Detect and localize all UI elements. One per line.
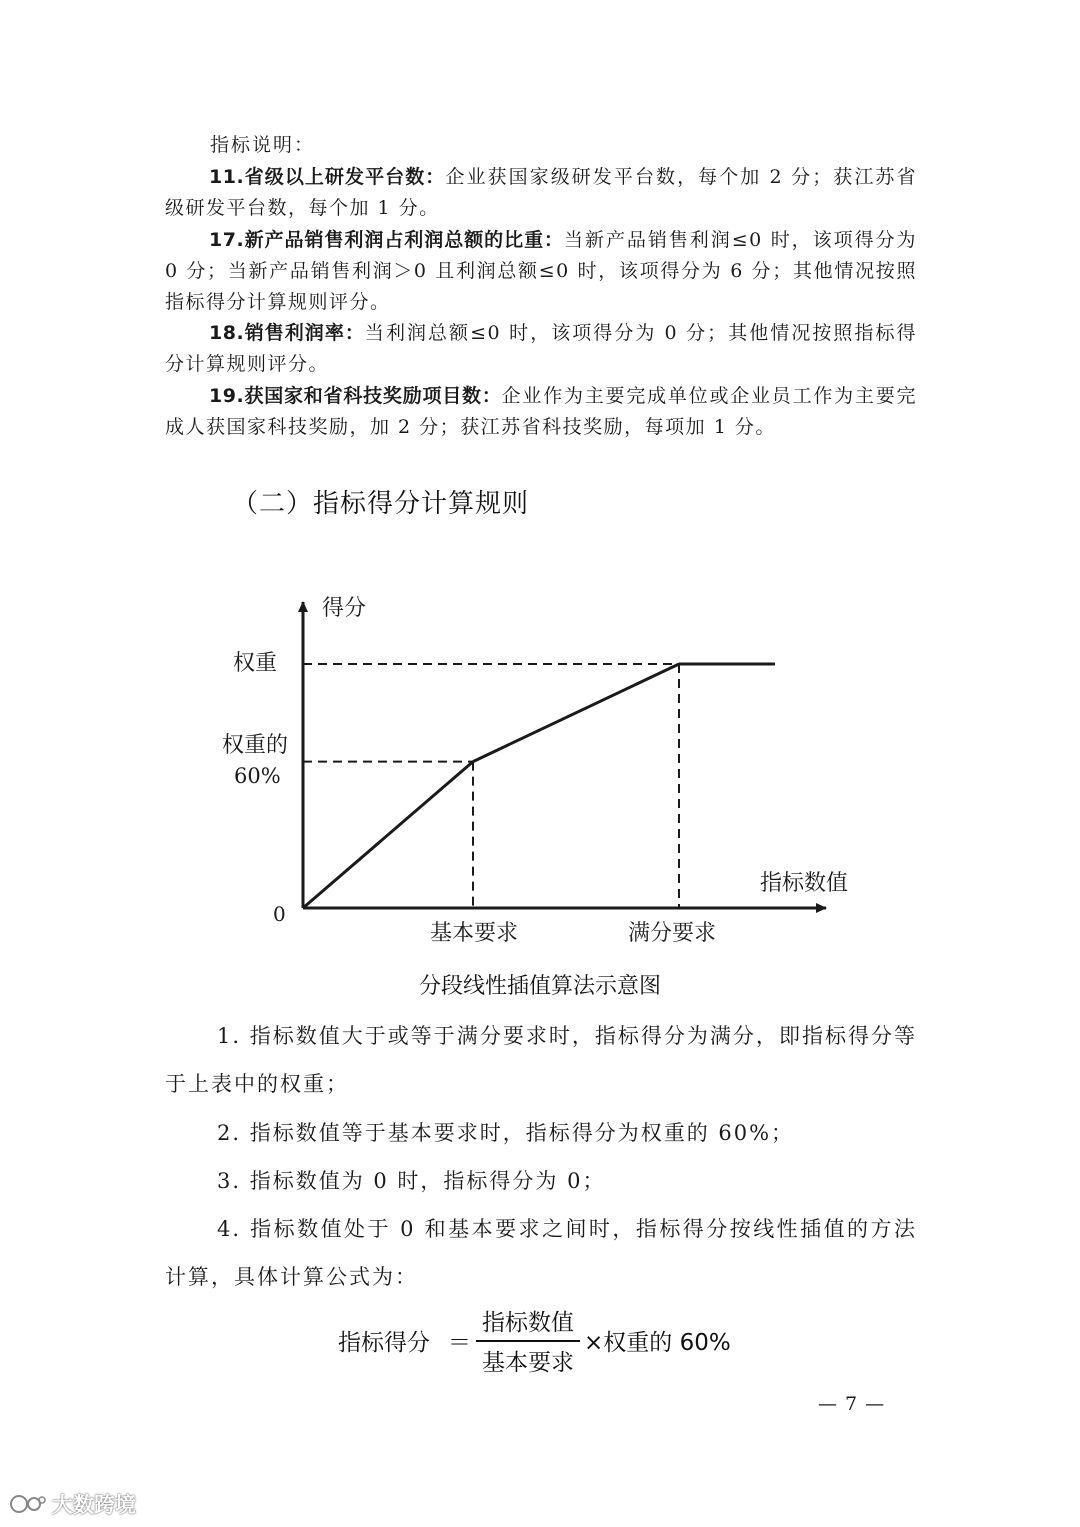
formula-lhs: 指标得分 (338, 1330, 430, 1356)
indicator-note-text: 当新产品销售利润≤0 时，该项得分为 0 分；当新产品销售利润＞0 且利润总额≤0 时，该项得分为 6 分；其他情况按照指标得分计算规则评分。 (165, 229, 917, 313)
formula-fraction-bar (476, 1340, 580, 1342)
formula-times-rhs (584, 1324, 731, 1357)
page-number: — 7 — (818, 1393, 886, 1415)
chart-caption: 分段线性插值算法示意图 (418, 974, 661, 999)
formula-equals: ＝ (448, 1330, 471, 1356)
rule-1: 1. 指标数值大于或等于满分要求时，指标得分为满分，即指标得分等于上表中的权重； (165, 1024, 917, 1096)
indicator-note-term: 18.销售利润率： (209, 322, 365, 344)
indicator-note-term: 11.省级以上研发平台数： (209, 166, 446, 188)
formula-rhs: 权重的 60% (603, 1330, 731, 1356)
score-formula (338, 1300, 758, 1380)
series-segment-2 (473, 664, 679, 762)
indicator-note-term: 17.新产品销售利润占利润总额的比重： (209, 229, 565, 251)
watermark-text: 大数跨境 (52, 1493, 136, 1517)
indicator-note-text: 企业作为主要完成单位或企业员工作为主要完成人获国家科技奖励，加 2 分；获江苏省科技奖励，每项加 1 分。 (165, 385, 917, 438)
formula-denominator: 基本要求 (482, 1350, 574, 1376)
rule-3: 3. 指标数值为 0 时，指标得分为 0； (217, 1169, 606, 1193)
series-segment-1 (303, 762, 473, 908)
indicator-note-text: 企业获国家级研发平台数，每个加 2 分；获江苏省级研发平台数，每个加 1 分。 (165, 166, 917, 219)
indicator-note-term: 19.获国家和省科技奖励项目数： (209, 385, 502, 407)
y-tick-label-60pct-line2: 60% (234, 764, 281, 788)
x-tick-label-full: 满分要求 (628, 921, 717, 946)
indicator-note-text: 当利润总额≤0 时，该项得分为 0 分；其他情况按照指标得分计算规则评分。 (165, 322, 917, 375)
rule-2: 2. 指标数值等于基本要求时，指标得分为权重的 60%； (217, 1121, 795, 1145)
y-tick-label-weight: 权重 (233, 651, 278, 676)
rule-4: 4. 指标数值处于 0 和基本要求之间时，指标得分按线性插值的方法计算，具体计算公式为： (165, 1217, 917, 1289)
indicator-notes-heading: 指标说明： (210, 134, 316, 156)
watermark-logo-icon (8, 1491, 48, 1517)
formula-times-sign: × (584, 1330, 604, 1356)
x-tick-label-basic: 基本要求 (430, 921, 519, 946)
x-axis-label: 指标数值 (760, 871, 849, 896)
origin-label: 0 (273, 902, 286, 926)
watermark (8, 1490, 136, 1518)
section-title: （二）指标得分计算规则 (232, 489, 530, 519)
y-axis-label: 得分 (322, 596, 367, 621)
formula-numerator: 指标数值 (482, 1310, 574, 1336)
y-tick-label-60pct-line1: 权重的 (222, 733, 289, 758)
